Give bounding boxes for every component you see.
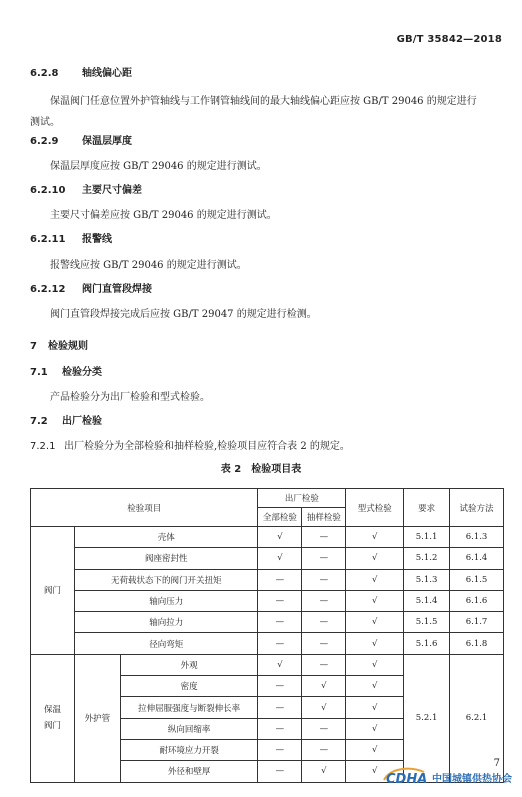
cell-type: √ [346, 676, 404, 697]
header-full-inspection: 全部检验 [258, 508, 302, 527]
clause-number: 6.2.11 [30, 234, 66, 245]
cell-sample: — [302, 718, 346, 739]
clause-title: 轴线偏心距 [82, 68, 132, 79]
cdha-logo [380, 764, 520, 788]
cell-sample: — [302, 569, 346, 590]
clause-6-2-8-heading [30, 63, 502, 84]
table-row [31, 527, 504, 548]
cdha-logo-mark [380, 764, 520, 788]
table-title: 表 2 检验项目表 [220, 464, 302, 475]
cell-method: 6.1.7 [450, 612, 504, 633]
cell-method: 6.1.3 [450, 527, 504, 548]
clause-title: 出厂检验 [62, 416, 102, 427]
clause-6-2-9-heading [30, 131, 502, 152]
clause-text: 出厂检验分为全部检验和抽样检验,检验项目应符合表 2 的规定。 [64, 441, 350, 452]
chapter-title: 检验规则 [48, 341, 88, 352]
cell-type: √ [346, 739, 404, 760]
header-factory-inspection: 出厂检验 [258, 489, 346, 508]
clause-6-2-8-line2: 测试。 [30, 117, 60, 128]
header-item: 检验项目 [31, 489, 258, 527]
group-label-insulated-valve: 保温阀门 [31, 654, 75, 782]
row-item: 外径和壁厚 [120, 761, 258, 782]
clause-number: 7.1 [30, 367, 48, 378]
header-requirement: 要求 [404, 489, 450, 527]
clause-7-2-1 [30, 436, 502, 457]
table-row [31, 633, 504, 654]
cell-method: 6.1.4 [450, 548, 504, 569]
clause-6-2-12-heading [30, 279, 502, 300]
row-item: 耐环境应力开裂 [120, 739, 258, 760]
cell-full: √ [258, 548, 302, 569]
clause-number: 6.2.12 [30, 284, 66, 295]
row-item: 阀座密封性 [74, 548, 258, 569]
table-row [31, 590, 504, 611]
cell-type: √ [346, 761, 404, 782]
row-item: 纵向回缩率 [120, 718, 258, 739]
row-item: 轴向拉力 [74, 612, 258, 633]
clause-6-2-11-text: 报警线应按 GB/T 29046 的规定进行测试。 [50, 260, 247, 271]
inspection-items-table [30, 488, 504, 783]
cell-full: — [258, 569, 302, 590]
clause-title: 报警线 [82, 234, 112, 245]
row-item: 密度 [120, 676, 258, 697]
cell-full: — [258, 697, 302, 718]
clause-number: 6.2.8 [30, 68, 59, 79]
cell-sample: — [302, 590, 346, 611]
clause-7-1-text: 产品检验分为出厂检验和型式检验。 [50, 392, 210, 403]
logo-mark-text: CDHA [386, 772, 428, 787]
standard-number: GB/T 35842—2018 [396, 34, 502, 45]
subgroup-label-casing: 外护管 [74, 654, 120, 782]
page-number: 7 [493, 758, 500, 769]
cell-full: — [258, 612, 302, 633]
table-row [31, 654, 504, 675]
cell-full: — [258, 590, 302, 611]
chapter-number: 7 [30, 341, 37, 352]
clause-title: 保温层厚度 [82, 136, 132, 147]
table-row [31, 612, 504, 633]
cell-sample: — [302, 548, 346, 569]
row-item: 径向弯矩 [74, 633, 258, 654]
cell-req: 5.1.2 [404, 548, 450, 569]
cell-sample: √ [302, 676, 346, 697]
cell-type: √ [346, 654, 404, 675]
cell-full: — [258, 633, 302, 654]
cell-type: √ [346, 527, 404, 548]
cell-req: 5.2.1 [404, 654, 450, 782]
cell-sample: — [302, 633, 346, 654]
table-row [31, 548, 504, 569]
cell-type: √ [346, 718, 404, 739]
table-row [31, 569, 504, 590]
cell-full: √ [258, 654, 302, 675]
cell-sample: — [302, 739, 346, 760]
cell-type: √ [346, 633, 404, 654]
clause-6-2-8-line1: 保温阀门任意位置外护管轴线与工作钢管轴线间的最大轴线偏心距应按 GB/T 29046 的规定进行 [50, 96, 477, 107]
row-item: 无荷载状态下的阀门开关扭矩 [74, 569, 258, 590]
header-test-method: 试验方法 [450, 489, 504, 527]
clause-6-2-12-text: 阀门直管段焊接完成后应按 GB/T 29047 的规定进行检测。 [50, 309, 317, 320]
clause-title: 检验分类 [62, 367, 102, 378]
clause-6-2-11-heading [30, 229, 502, 250]
clause-6-2-10-heading [30, 180, 502, 201]
clause-6-2-9-text: 保温层厚度应按 GB/T 29046 的规定进行测试。 [50, 161, 267, 172]
clause-6-2-10-text: 主要尺寸偏差应按 GB/T 29046 的规定进行测试。 [50, 210, 277, 221]
cell-req: 5.1.6 [404, 633, 450, 654]
cell-type: √ [346, 590, 404, 611]
clause-title: 主要尺寸偏差 [82, 185, 142, 196]
cell-method: 6.1.5 [450, 569, 504, 590]
cell-method: 6.2.1 [450, 654, 504, 782]
cell-req: 5.1.3 [404, 569, 450, 590]
clause-number: 7.2 [30, 416, 48, 427]
cell-full: — [258, 676, 302, 697]
clause-7-2-heading [30, 411, 502, 432]
cell-sample: — [302, 612, 346, 633]
cell-sample: √ [302, 697, 346, 718]
cell-full: √ [258, 527, 302, 548]
clause-title: 阀门直管段焊接 [82, 284, 152, 295]
group-label-valve: 阀门 [31, 527, 75, 655]
cell-req: 5.1.1 [404, 527, 450, 548]
cell-full: — [258, 718, 302, 739]
logo-org-text: 中国城镇供热协会 [432, 774, 512, 785]
cell-sample: √ [302, 761, 346, 782]
cell-full: — [258, 739, 302, 760]
clause-number: 7.2.1 [30, 441, 56, 452]
cell-method: 6.1.8 [450, 633, 504, 654]
cell-type: √ [346, 548, 404, 569]
clause-number: 6.2.9 [30, 136, 59, 147]
cell-req: 5.1.5 [404, 612, 450, 633]
row-item: 轴向压力 [74, 590, 258, 611]
header-sample-inspection: 抽样检验 [302, 508, 346, 527]
cell-type: √ [346, 697, 404, 718]
row-item: 壳体 [74, 527, 258, 548]
cell-method: 6.1.6 [450, 590, 504, 611]
cell-full: — [258, 761, 302, 782]
cell-sample: — [302, 527, 346, 548]
row-item: 拉伸屈服强度与断裂伸长率 [120, 697, 258, 718]
cell-type: √ [346, 569, 404, 590]
clause-7-1-heading [30, 362, 502, 383]
header-type-inspection: 型式检验 [346, 489, 404, 527]
cell-type: √ [346, 612, 404, 633]
cell-sample: — [302, 654, 346, 675]
row-item: 外观 [120, 654, 258, 675]
clause-number: 6.2.10 [30, 185, 66, 196]
chapter-7-heading [30, 336, 502, 357]
cell-req: 5.1.4 [404, 590, 450, 611]
